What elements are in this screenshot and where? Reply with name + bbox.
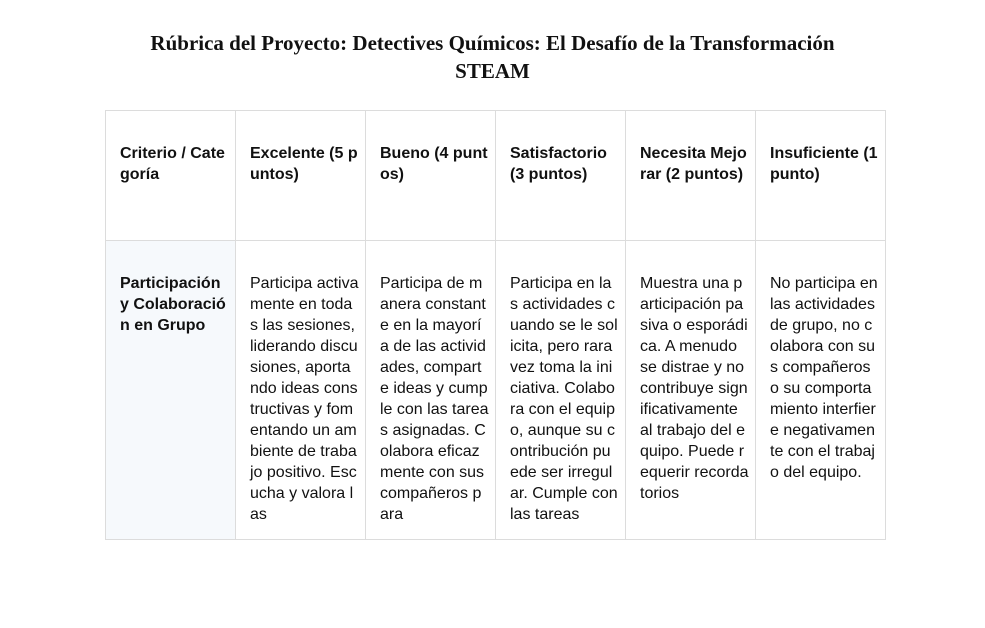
document-title: [0, 29, 985, 85]
criterion-cell: Participación y Colaboración en Grupo: [106, 241, 236, 540]
cell-excelente: Participa activamente en todas las sesiones, liderando discusiones, aportando ideas constructivas y fomentando un ambiente de trabajo positivo. Escucha y valora las: [236, 241, 366, 540]
cell-insuficiente: No participa en las actividades de grupo, no colabora con sus compañeros o su comportamiento interfiere negativamente con el trabajo del equipo.: [756, 241, 886, 540]
header-criterio: Criterio / Categoría: [106, 111, 236, 241]
cell-necesita-mejorar: Muestra una participación pasiva o esporádica. A menudo se distrae y no contribuye significativamente al trabajo del equipo. Puede requerir recordatorios: [626, 241, 756, 540]
table-header-row: [106, 111, 886, 241]
title-line-1: Rúbrica del Proyecto: Detectives Químicos: El Desafío de la Transformación: [150, 31, 835, 55]
header-excelente: Excelente (5 puntos): [236, 111, 366, 241]
header-insuficiente: Insuficiente (1 punto): [756, 111, 886, 241]
cell-bueno: Participa de manera constante en la mayoría de las actividades, comparte ideas y cumple con las tareas asignadas. Colabora eficazmente con sus compañeros para: [366, 241, 496, 540]
header-satisfactorio: Satisfactorio (3 puntos): [496, 111, 626, 241]
header-bueno: Bueno (4 puntos): [366, 111, 496, 241]
cell-satisfactorio: Participa en las actividades cuando se le solicita, pero rara vez toma la iniciativa. Colabora con el equipo, aunque su contribución puede ser irregular. Cumple con las tareas: [496, 241, 626, 540]
title-line-2: STEAM: [455, 59, 530, 83]
table-row: [106, 241, 886, 540]
rubric-table: [105, 110, 886, 540]
header-necesita-mejorar: Necesita Mejorar (2 puntos): [626, 111, 756, 241]
